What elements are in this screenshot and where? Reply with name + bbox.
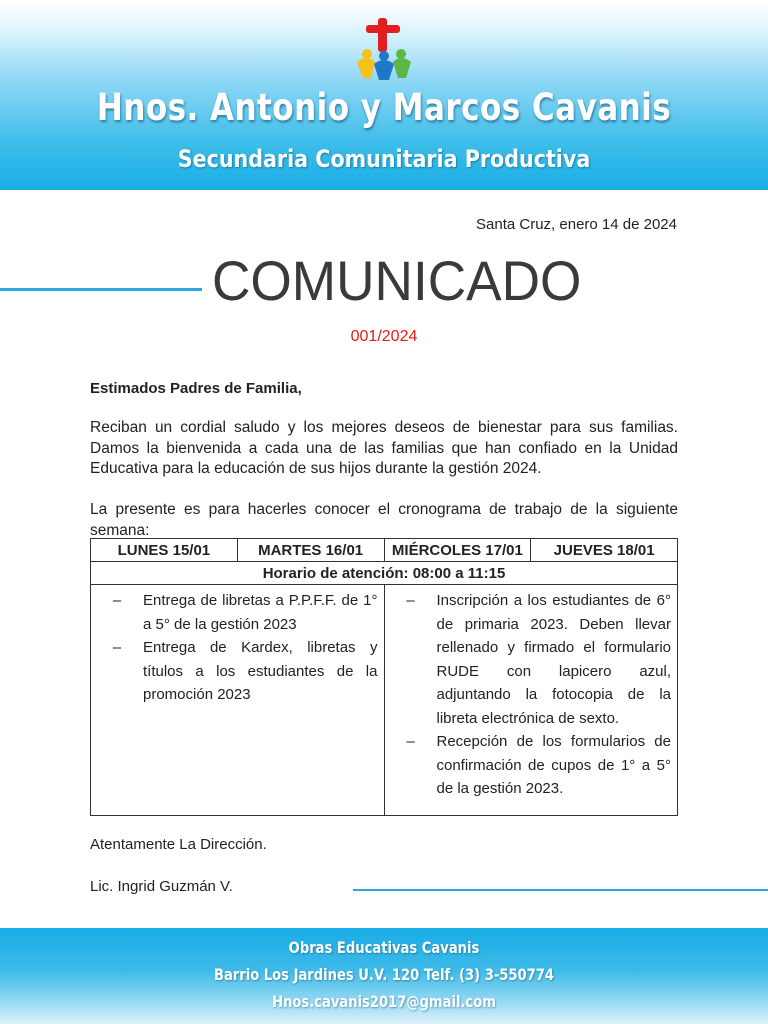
signature-divider-right: [353, 889, 768, 891]
closing-line: Atentamente La Dirección.: [90, 836, 267, 853]
cross-with-people-logo: [353, 18, 415, 84]
schedule-table: [90, 538, 678, 816]
task-text: Entrega de libretas a P.P.F.F. de 1° a 5° de la gestión 2023: [143, 592, 378, 633]
task-text: Inscripción a los estudiantes de 6° de primaria 2023. Deben llevar rellenado y firmado el formulario RUDE con lapicero azul, adjuntando la fotocopia de la libreta electrónica de sexto.: [436, 592, 671, 727]
letterhead: [0, 0, 768, 190]
schedule-intro-paragraph: La presente es para hacerles conocer el cronograma de trabajo de la siguiente semana:: [90, 501, 678, 539]
footer: [0, 928, 768, 1024]
bullet-dash: –: [406, 733, 415, 750]
bullet-dash: –: [406, 592, 415, 609]
task-text: Recepción de los formularios de confirmación de cupos de 1° a 5° de la gestión 2023.: [436, 733, 671, 797]
document-number: 001/2024: [350, 328, 418, 345]
list-item: [385, 730, 672, 801]
footer-address: Barrio Los Jardines U.V. 120 Telf. (3) 3-550774: [213, 965, 555, 984]
salutation: Estimados Padres de Familia,: [90, 380, 302, 397]
monday-tuesday-tasks: [91, 585, 385, 816]
task-text: Entrega de Kardex, libretas y títulos a los estudiantes de la promoción 2023: [143, 639, 378, 703]
school-subtitle: Secundaria Comunitaria Productiva: [177, 145, 591, 173]
signer-name: Lic. Ingrid Guzmán V.: [90, 878, 233, 895]
bullet-dash: –: [112, 592, 122, 609]
schedule-header-row: [91, 539, 678, 562]
intro-paragraph: Reciban un cordial saludo y los mejores deseos de bienestar para sus familias. Damos la bienvenida a cada una de las familias que han confiado en la Unidad Educativa para la educación de sus hijos durante la gestión 2024.: [90, 419, 678, 477]
list-item: [91, 636, 378, 707]
list-item: [91, 589, 378, 636]
list-item: [385, 589, 672, 730]
schedule-tasks-row: [91, 585, 678, 816]
title-divider-left: [0, 288, 202, 291]
schedule-hours-row: [91, 562, 678, 585]
header-monday: LUNES 15/01: [91, 539, 238, 562]
header-tuesday: MARTES 16/01: [237, 539, 384, 562]
header-wednesday: MIÉRCOLES 17/01: [384, 539, 531, 562]
school-name: Hnos. Antonio y Marcos Cavanis: [96, 86, 672, 129]
bullet-dash: –: [112, 639, 122, 656]
date-line: Santa Cruz, enero 14 de 2024: [476, 216, 677, 233]
header-thursday: JUEVES 18/01: [531, 539, 678, 562]
wednesday-thursday-tasks: [384, 585, 678, 816]
document-title: COMUNICADO: [212, 249, 582, 312]
footer-organization: Obras Educativas Cavanis: [288, 938, 480, 957]
footer-email: Hnos.cavanis2017@gmail.com: [272, 992, 496, 1011]
attention-hours: Horario de atención: 08:00 a 11:15: [91, 562, 678, 585]
